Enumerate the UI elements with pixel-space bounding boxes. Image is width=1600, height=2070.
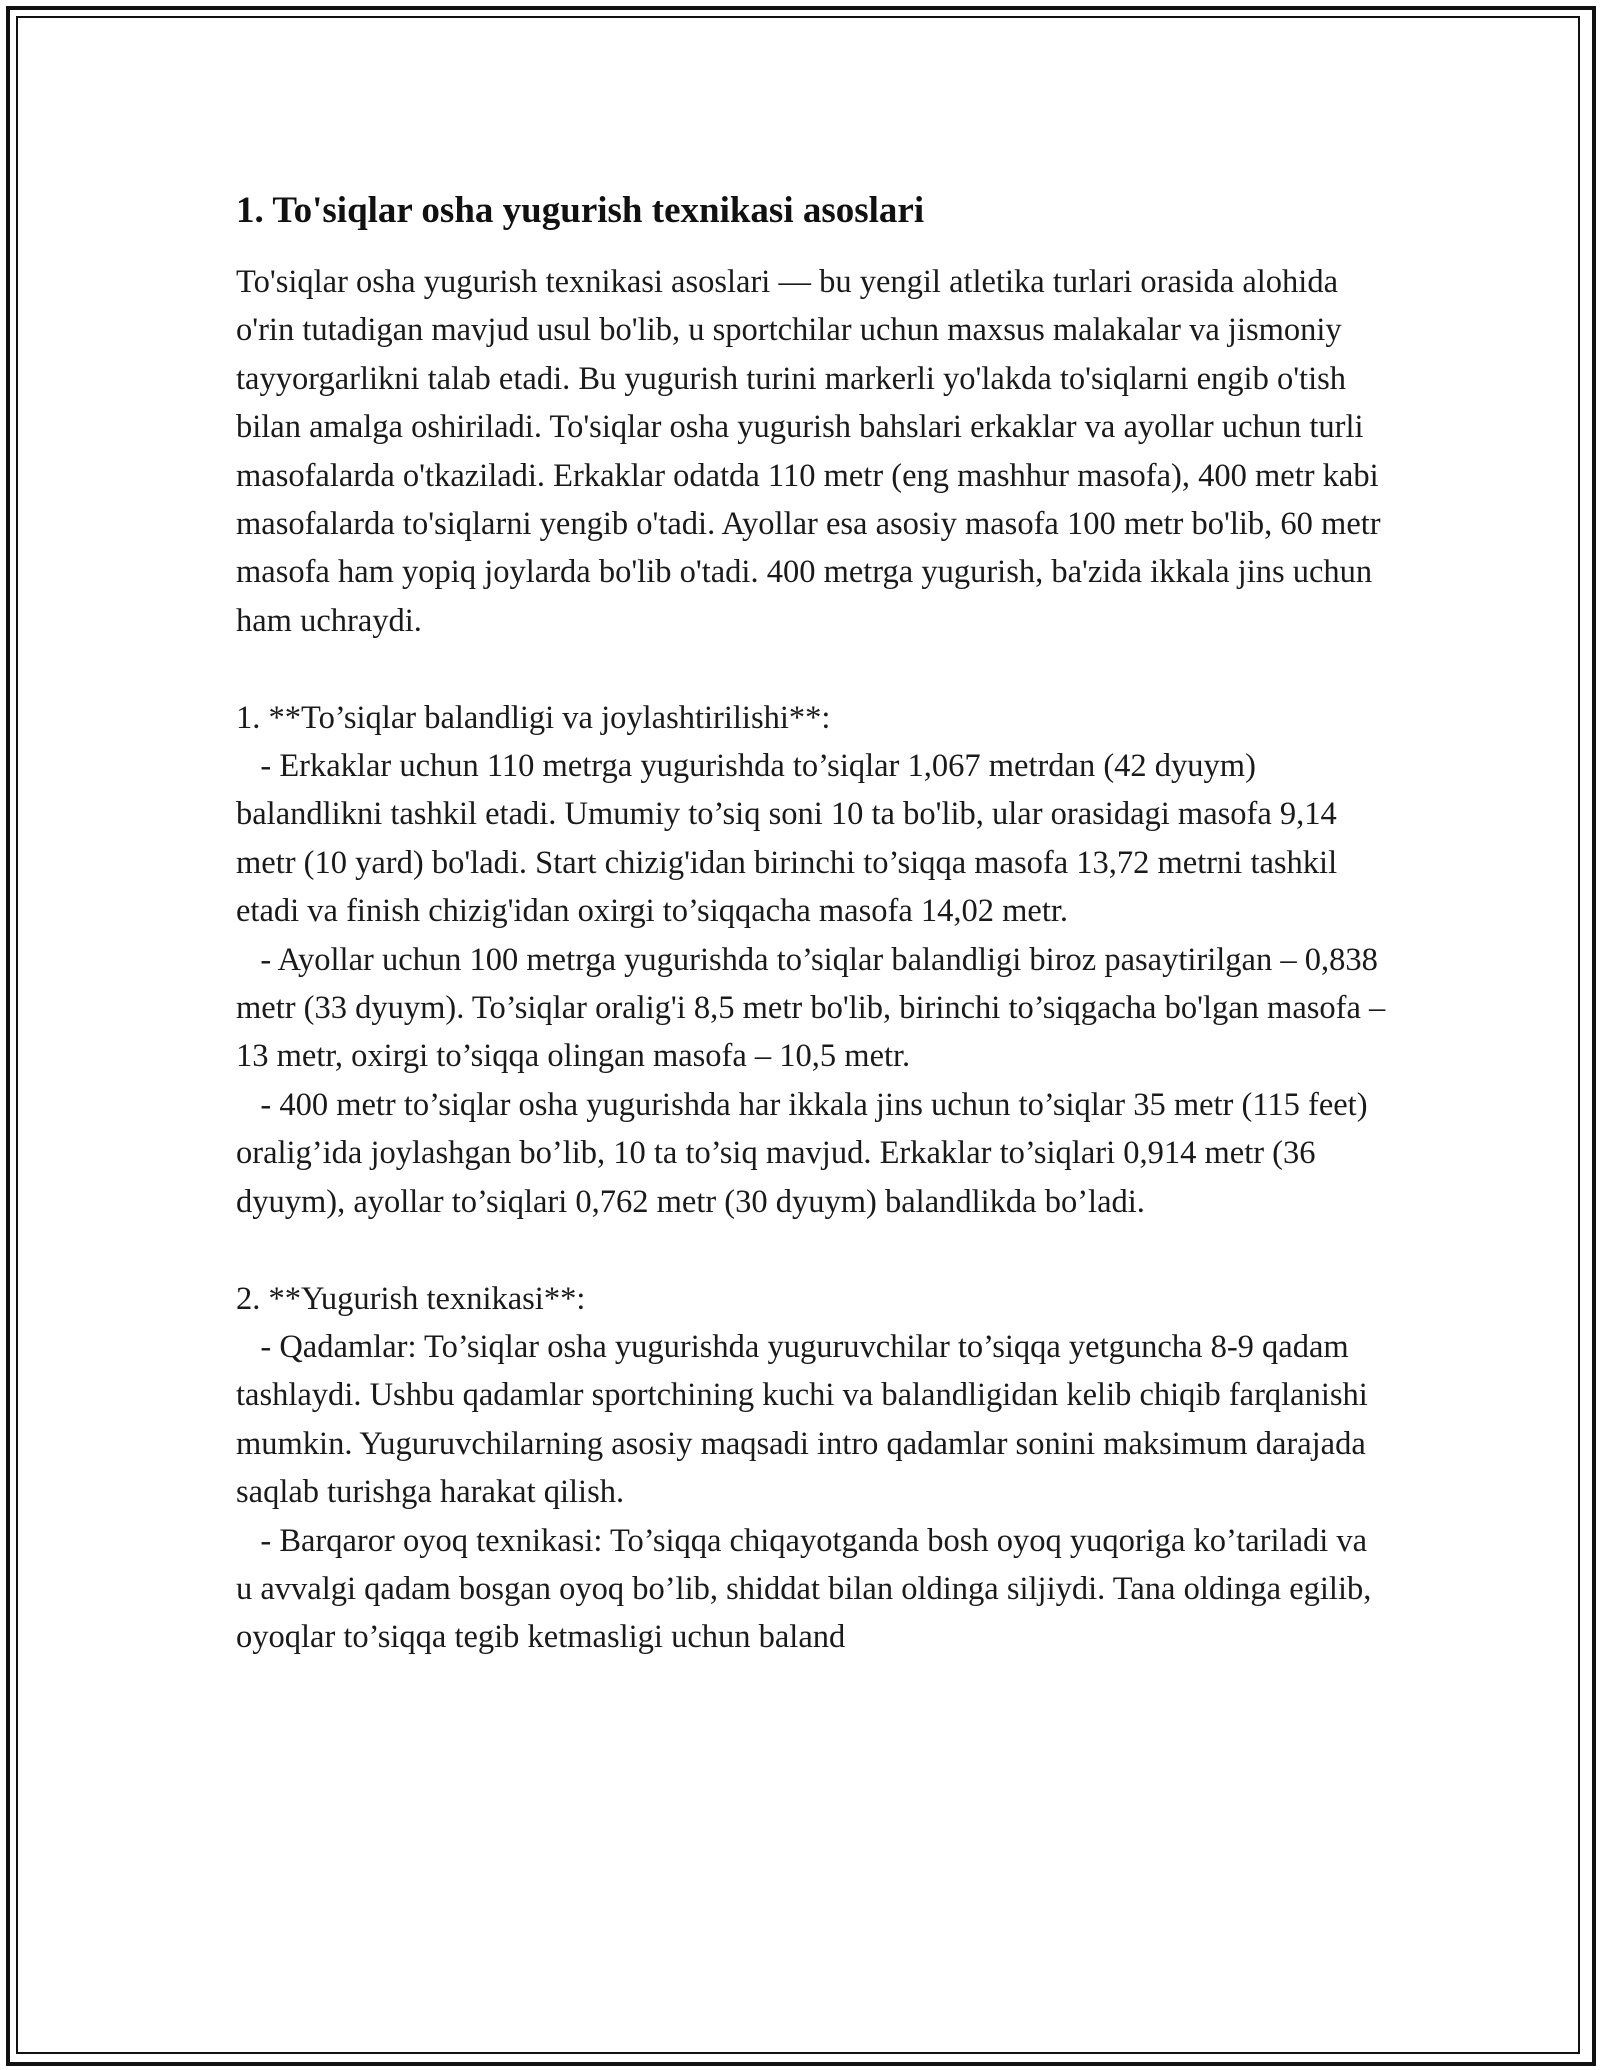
section-heading: 1. To'siqlar osha yugurish texnikasi asoslari — [236, 190, 925, 231]
paragraph-gap — [236, 645, 1386, 693]
section1-item: - Ayollar uchun 100 metrga yugurishda to’siqlar balandligi biroz pasaytirilgan – 0,838 metr (33 dyuym). To’siqlar oralig'i 8,5 metr bo'lib, birinchi to’siqgacha bo'lgan masofa – 13 metr, oxirgi to’siqqa olingan masofa – 10,5 metr. — [236, 941, 1394, 1075]
section2-title: 2. **Yugurish texnikasi**: — [236, 1280, 586, 1317]
section2-item: - Barqaror oyoq texnikasi: To’siqqa chiqayotganda bosh oyoq yuqoriga ko’tariladi va u avvalgi qadam bosgan oyoq bo’lib, shiddat bilan oldinga siljiydi. Tana oldinga egilib, oyoqlar to’siqqa tegib ketmasligi uchun baland — [236, 1522, 1380, 1656]
intro-paragraph: To'siqlar osha yugurish texnikasi asoslari — bu yengil atletika turlari orasida alohida o'rin tutadigan mavjud usul bo'lib, u sportchilar uchun maxsus malakalar va jismoniy tayyorgarlikni talab etadi. Bu yugurish turini markerli yo'lakda to'siqlarni engib o'tish bilan amalga oshiriladi. To'siqlar osha yugurish bahslari erkaklar va ayollar uchun turli masofalarda o'tkaziladi. Erkaklar odatda 110 metr (eng mashhur masofa), 400 metr kabi masofalarda to'siqlarni yengib o'tadi. Ayollar esa asosiy masofa 100 metr bo'lib, 60 metr masofa ham yopiq joylarda bo'lib o'tadi. 400 metrga yugurish, ba'zida ikkala jins uchun ham uchraydi. — [236, 264, 1381, 639]
document-body — [236, 188, 1394, 1662]
section1-title: 1. **To’siqlar balandligi va joylashtirilishi**: — [236, 699, 831, 736]
paragraph-gap — [236, 1226, 1386, 1274]
section1-item: - Erkaklar uchun 110 metrga yugurishda to’siqlar 1,067 metrdan (42 dyuym) balandlikni tashkil etadi. Umumiy to’siq soni 10 ta bo'lib, ular orasidagi masofa 9,14 metr (10 yard) bo'ladi. Start chizig'idan birinchi to’siqqa masofa 13,72 metrni tashkil etadi va finish chizig'idan oxirgi to’siqqacha masofa 14,02 metr. — [236, 748, 1346, 930]
section1-item: - 400 metr to’siqlar osha yugurishda har ikkala jins uchun to’siqlar 35 metr (115 feet) oralig’ida joylashgan bo’lib, 10 ta to’siq mavjud. Erkaklar to’siqlari 0,914 metr (36 dyuym), ayollar to’siqlari 0,762 metr (30 dyuym) balandlikda bo’ladi. — [236, 1086, 1376, 1220]
section2-item: - Qadamlar: To’siqlar osha yugurishda yuguruvchilar to’siqqa yetguncha 8-9 qadam tashlaydi. Ushbu qadamlar sportchining kuchi va balandligidan kelib chiqib farqlanishi mumkin. Yuguruvchilarning asosiy maqsadi intro qadamlar sonini maksimum darajada saqlab turishga harakat qilish. — [236, 1328, 1376, 1511]
